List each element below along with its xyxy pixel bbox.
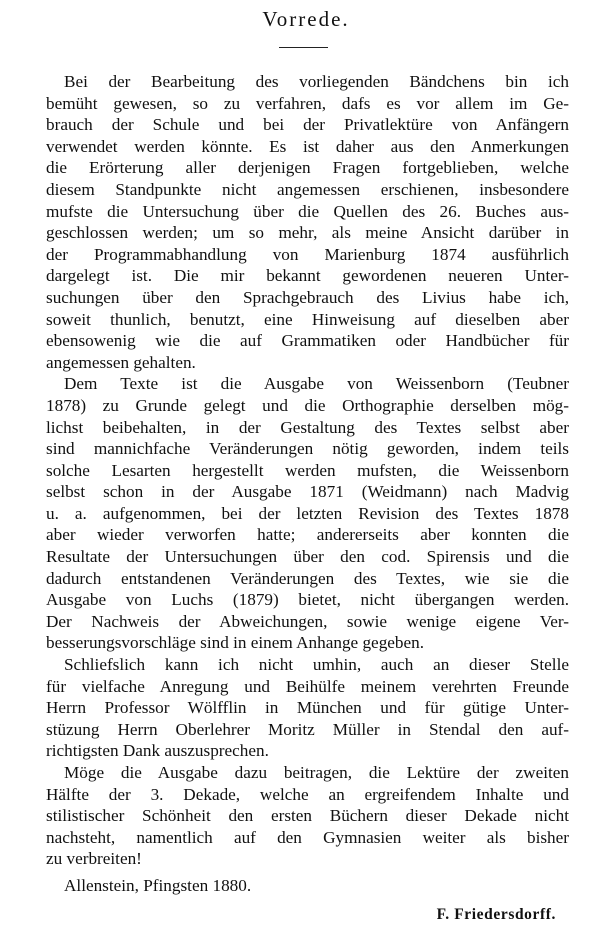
paragraph xyxy=(46,71,569,373)
text-line: Hälfte der 3. Dekade, welche an ergreifendem Inhalte und xyxy=(46,784,569,804)
text-line: Resultate der Untersuchungen über den cod. Spirensis und die xyxy=(46,547,569,567)
text-line: Bei der Bearbeitung des vorliegenden Bändchens bin ich xyxy=(64,72,569,91)
text-line: dadurch entstandenen Veränderungen des Textes, wie sie die xyxy=(46,568,569,588)
text-line: besserungsvorschläge sind in einem Anhange gegeben. xyxy=(46,633,425,653)
text-line: für vielfache Anregung und Beihülfe meinem verehrten Freunde xyxy=(46,676,569,696)
text-line: 1878) zu Grunde gelegt und die Orthographie derselben mög- xyxy=(46,395,569,415)
paragraph xyxy=(46,373,569,654)
text-line: dargelegt ist. Die mir bekannt gewordenen neueren Unter- xyxy=(46,266,569,286)
text-line: Dem Texte ist die Ausgabe von Weissenborn (Teubner xyxy=(64,374,569,394)
text-line: Der Nachweis der Abweichungen, sowie wenige eigene Ver- xyxy=(46,611,569,631)
text-line: die Erörterung aller derjenigen Fragen fortgeblieben, welche xyxy=(46,158,569,178)
text-line: stüzung Herrn Oberlehrer Moritz Müller in Stendal den auf- xyxy=(46,719,569,739)
text-line: aber wieder verworfen hatte; andererseits aber konnten die xyxy=(46,525,569,545)
text-line: richtigsten Dank auszusprechen. xyxy=(46,741,269,761)
text-line: zu verbreiten! xyxy=(46,849,142,869)
text-line: angemessen gehalten. xyxy=(46,352,196,372)
text-line: soweit thunlich, benutzt, eine Hinweisung auf dieselben aber xyxy=(46,309,569,329)
text-line: solche Lesarten hergestellt werden mufsten, die Weissenborn xyxy=(46,460,569,480)
text-line: Möge die Ausgabe dazu beitragen, die Lektüre der zweiten xyxy=(64,763,569,782)
text-line: selbst schon in der Ausgabe 1871 (Weidmann) nach Madvig xyxy=(46,482,569,502)
text-line: lichst beibehalten, in der Gestaltung des Textes selbst aber xyxy=(46,417,569,437)
text-line: u. a. aufgenommen, bei der letzten Revision des Textes 1878 xyxy=(46,503,569,523)
text-line: sind mannichfache Veränderungen nötig geworden, indem teils xyxy=(46,439,569,459)
preface-body xyxy=(46,71,569,870)
text-line: suchungen über den Sprachgebrauch des Livius habe ich, xyxy=(46,287,569,307)
text-line: Herrn Professor Wölfflin in München und für gütige Unter- xyxy=(46,698,569,718)
text-line: nachsteht, namentlich auf den Gymnasien weiter als bisher xyxy=(46,827,569,847)
page-title: Vorrede. xyxy=(262,7,350,31)
text-line: Schliefslich kann ich nicht umhin, auch an dieser Stelle xyxy=(64,655,569,675)
text-line: diesem Standpunkte nicht angemessen erschienen, insbesondere xyxy=(46,179,569,199)
paragraph xyxy=(46,762,569,870)
paragraph xyxy=(46,654,569,762)
text-line: geschlossen werden; um so mehr, als meine Ansicht darüber in xyxy=(46,223,569,243)
title-underline xyxy=(279,47,328,48)
text-line: stilistischer Schönheit den ersten Büchern dieser Dekade nicht xyxy=(46,806,569,826)
text-line: bemüht gewesen, so zu verfahren, dafs es vor allem im Ge- xyxy=(46,93,569,113)
text-line: brauch der Schule und bei der Privatlektüre von Anfängern xyxy=(46,115,569,135)
signature: F. Friedersdorff. xyxy=(436,906,556,923)
text-line: mufste die Untersuchung über die Quellen des 26. Buches aus- xyxy=(46,201,569,221)
text-line: verwendet werden könnte. Es ist daher aus den Anmerkungen xyxy=(46,136,569,156)
text-line: Ausgabe von Luchs (1879) bietet, nicht übergangen werden. xyxy=(46,590,569,610)
text-line: der Programmabhandlung von Marienburg 1874 ausführlich xyxy=(46,244,569,264)
text-line: ebensowenig wie die auf Grammatiken oder Handbücher für xyxy=(46,331,569,351)
place-date: Allenstein, Pfingsten 1880. xyxy=(64,876,252,895)
